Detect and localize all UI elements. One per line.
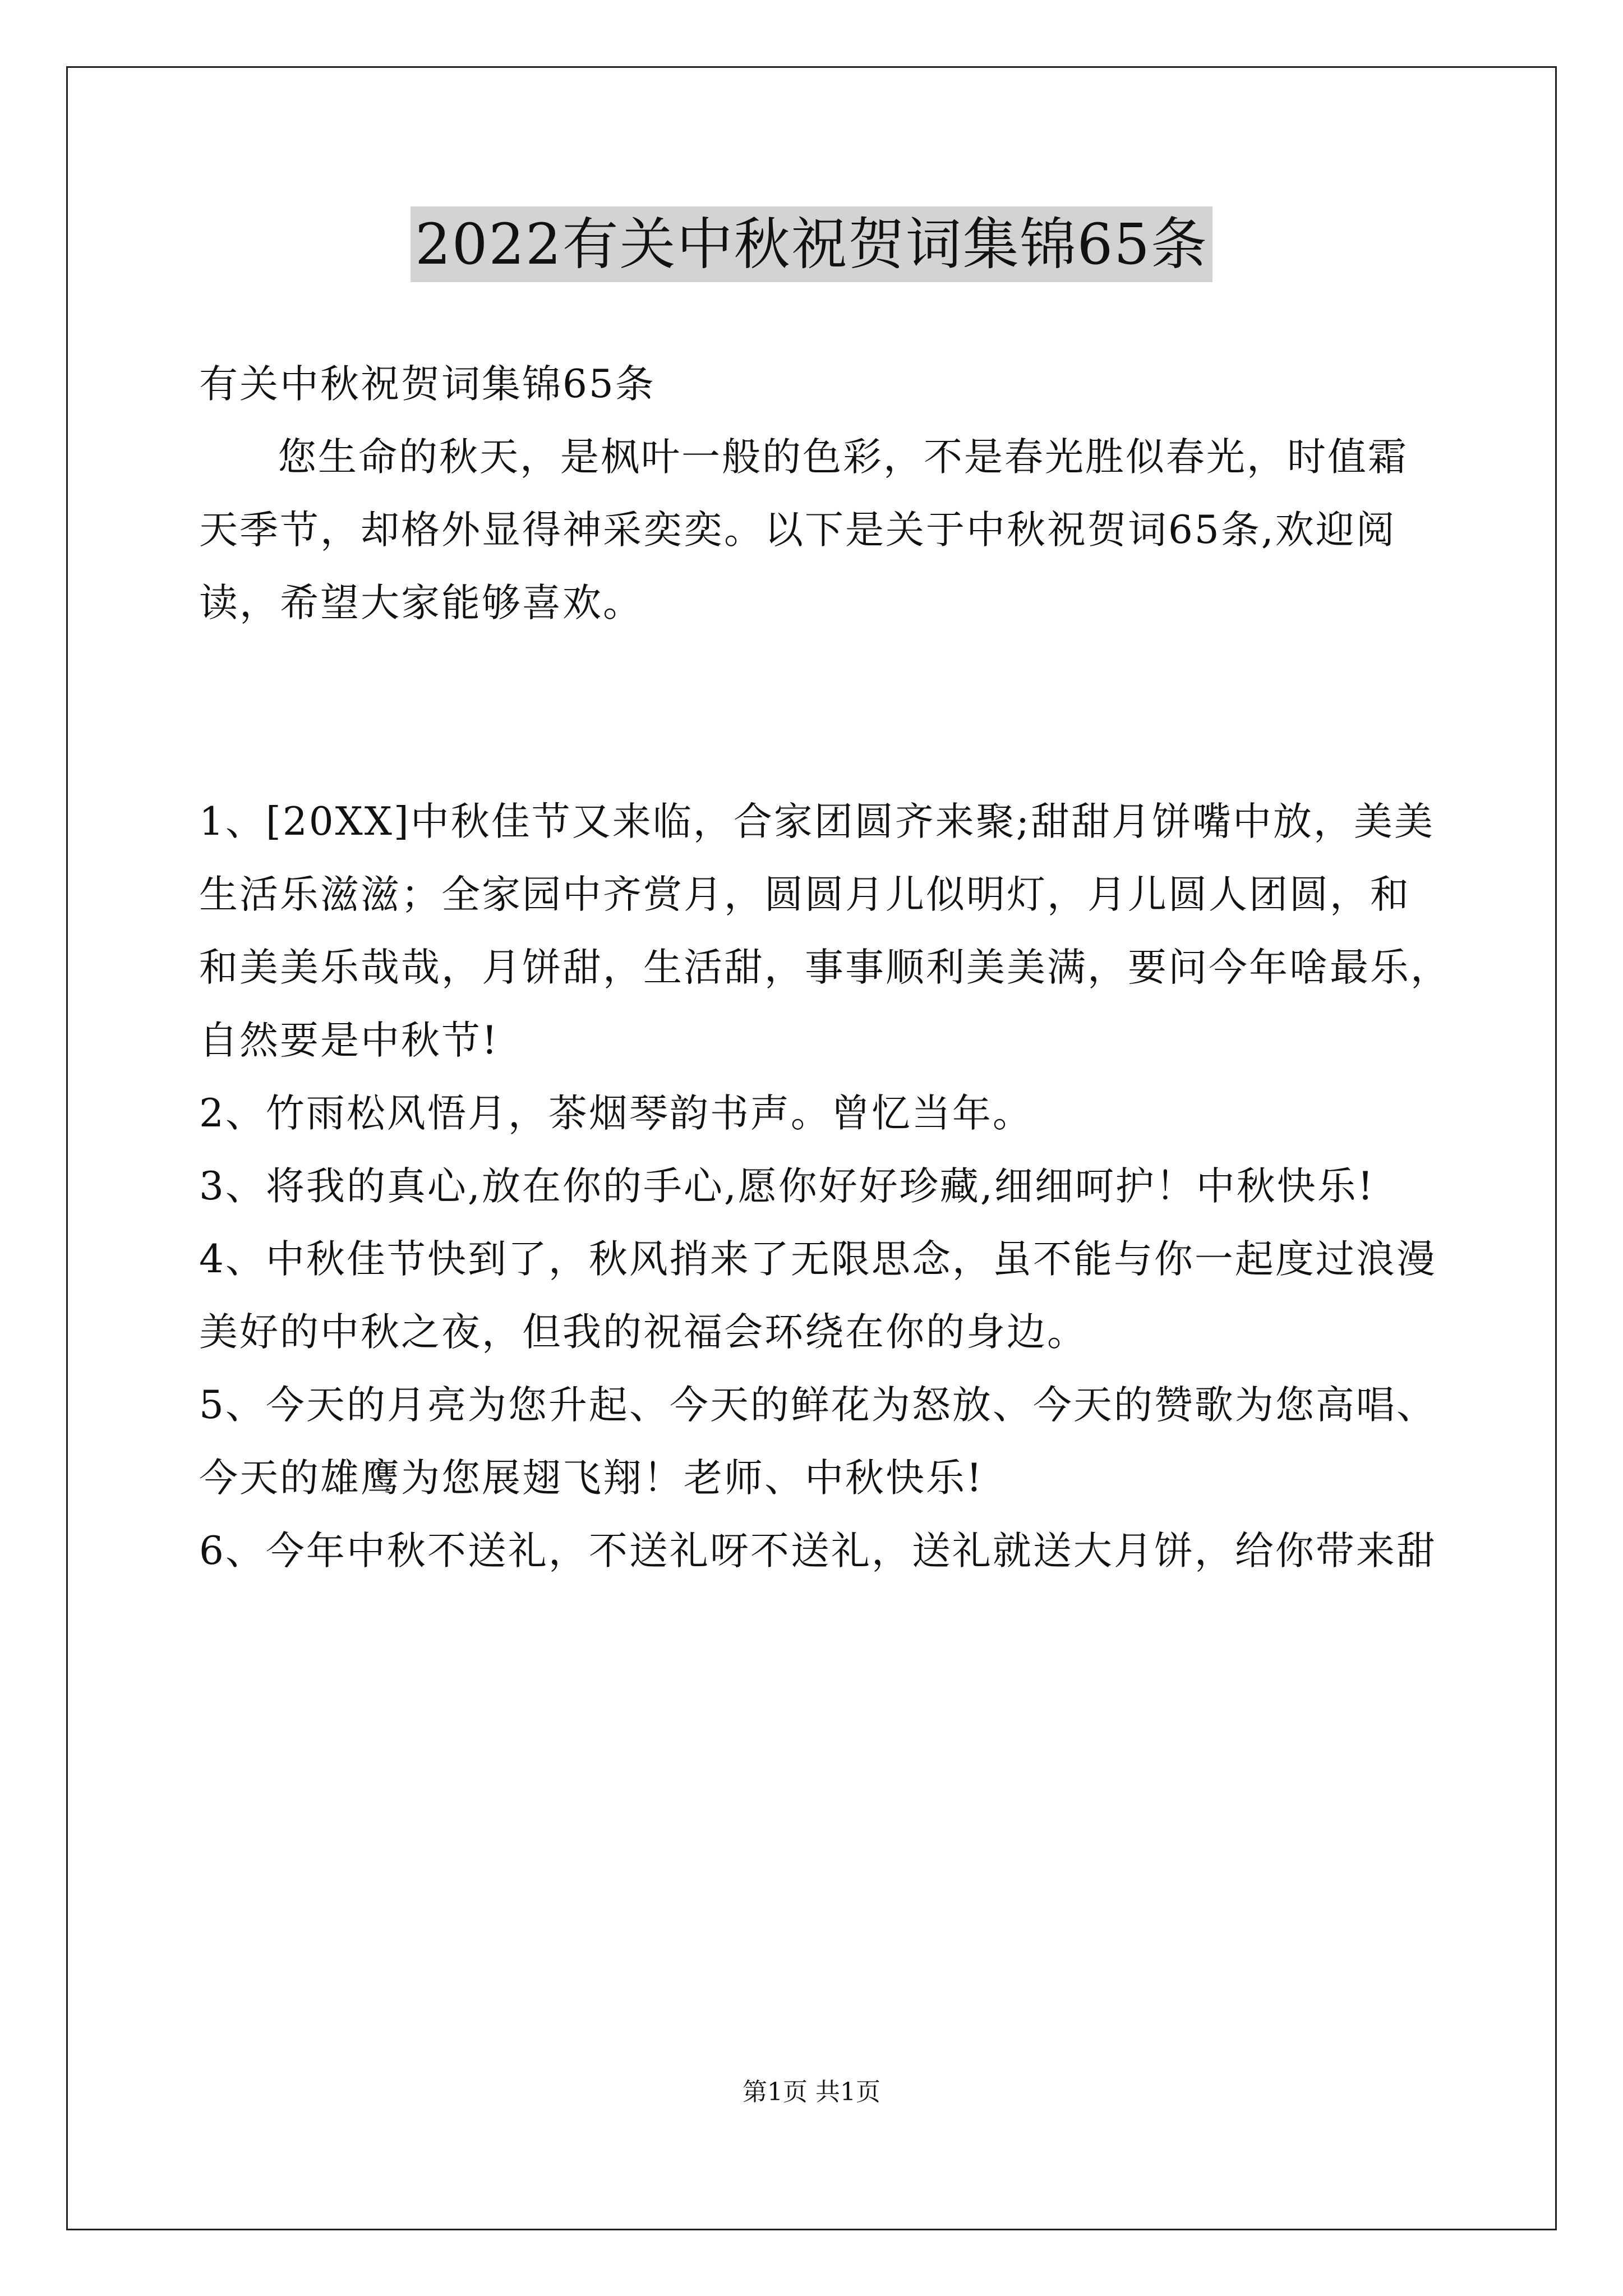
body-line: 3、将我的真心,放在你的手心,愿你好好珍藏,细细呵护！中秋快乐! [199,1164,1375,1209]
document-subtitle: 有关中秋祝贺词集锦65条 [199,362,656,407]
intro-line: 天季节，却格外显得神采奕奕。以下是关于中秋祝贺词65条,欢迎阅 [199,508,1396,553]
body-line: 自然要是中秋节! [199,1018,499,1063]
page-title: 2022有关中秋祝贺词集锦65条 [411,206,1212,282]
title-container [0,206,1623,282]
intro-line: 读，希望大家能够喜欢。 [199,581,643,625]
body-line: 4、中秋佳节快到了，秋风捎来了无限思念，虽不能与你一起度过浪漫 [199,1237,1437,1282]
body-line: 2、竹雨松风悟月，茶烟琴韵书声。曾忆当年。 [199,1091,1033,1136]
body-line: 和美美乐哉哉，月饼甜，生活甜，事事顺利美美满，要问今年啥最乐， [199,945,1451,990]
body-line: 美好的中秋之夜，但我的祝福会环绕在你的身边。 [199,1310,1087,1355]
body-line: 生活乐滋滋；全家园中齐赏月，圆圆月儿似明灯，月儿圆人团圆，和 [199,872,1410,917]
body-line: 1、[20XX]中秋佳节又来临，合家团圆齐来聚;甜甜月饼嘴中放，美美 [199,799,1435,844]
document-body [199,348,1451,1588]
body-line: 5、今天的月亮为您升起、今天的鲜花为怒放、今天的赞歌为您高唱、 [199,1383,1437,1428]
intro-line: 您生命的秋天，是枫叶一般的色彩，不是春光胜似春光，时值霜 [278,435,1408,480]
body-line: 今天的雄鹰为您展翅飞翔！老师、中秋快乐! [199,1456,984,1501]
page-footer: 第1页 共1页 [743,2078,880,2106]
paragraph-spacer [199,639,1433,785]
body-line: 6、今年中秋不送礼，不送礼呀不送礼，送礼就送大月饼，给你带来甜 [199,1529,1437,1573]
